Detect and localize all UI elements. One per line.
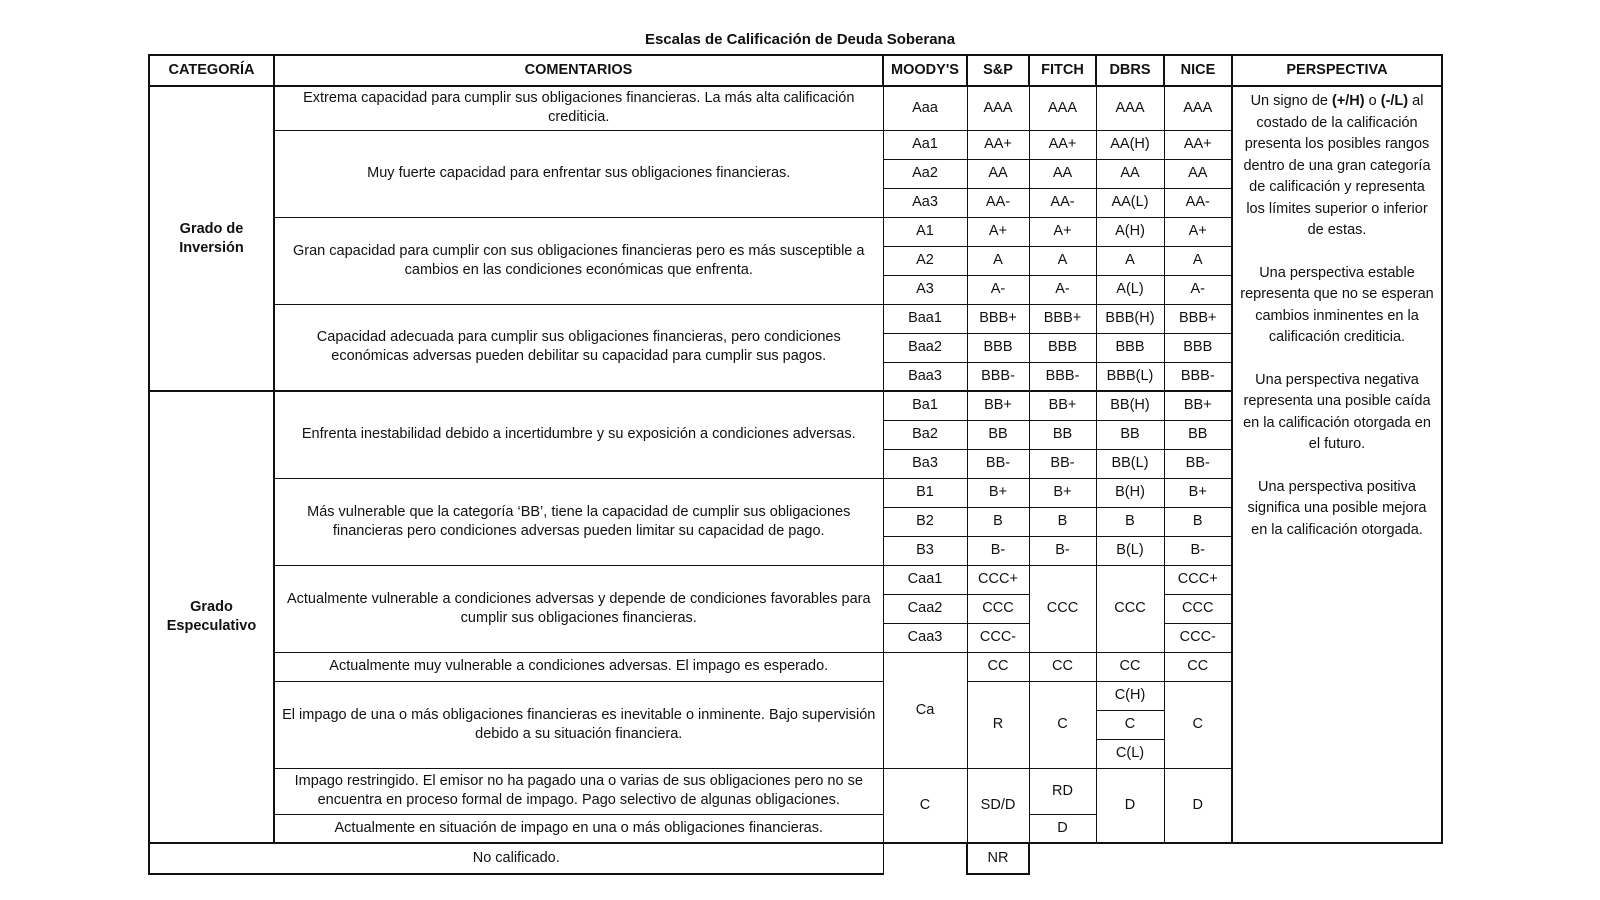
rating-nice: B- [1164,536,1232,565]
rating-nice: BB+ [1164,391,1232,420]
perspectiva-text: Un signo de [1250,93,1332,109]
rating-fitch: BBB- [1029,362,1096,391]
comment-cell: Gran capacidad para cumplir con sus obligaciones financieras pero es más susceptible a cambios en las condiciones económicas que enfrenta. [274,217,883,304]
rating-sp: AAA [967,86,1029,130]
perspectiva-text: al costado de la calificación presenta los posibles rangos dentro de una gran categoría de calificación y representa los límites superior o inferior de estas. [1243,93,1431,238]
table-row [149,86,1442,130]
rating-sp: A+ [967,217,1029,246]
rating-moodys: B1 [883,478,967,507]
rating-moodys: A1 [883,217,967,246]
rating-dbrs: BBB(H) [1096,304,1164,333]
rating-dbrs: C [1096,710,1164,739]
rating-dbrs: A(H) [1096,217,1164,246]
comment-cell: Muy fuerte capacidad para enfrentar sus obligaciones financieras. [274,130,883,217]
rating-fitch: A- [1029,275,1096,304]
rating-scale-table [148,54,1443,875]
rating-dbrs: A(L) [1096,275,1164,304]
rating-nice: CCC+ [1164,565,1232,594]
rating-sp: BBB [967,333,1029,362]
rating-sp: BBB+ [967,304,1029,333]
rating-sp: BB+ [967,391,1029,420]
rating-fitch: B- [1029,536,1096,565]
empty-cell [1029,843,1096,874]
perspectiva-paragraph: Una perspectiva positiva significa una posible mejora en la calificación otorgada. [1247,478,1427,538]
rating-nice: C [1164,681,1232,768]
rating-moodys: B3 [883,536,967,565]
rating-moodys: Ba1 [883,391,967,420]
rating-moodys: Aa3 [883,188,967,217]
rating-fitch: D [1029,814,1096,843]
rating-fitch: BBB [1029,333,1096,362]
rating-sp: B [967,507,1029,536]
empty-cell [1232,843,1442,874]
comment-cell: Más vulnerable que la categoría ‘BB’, tiene la capacidad de cumplir sus obligaciones financieras pero condiciones adversas pueden limitar su capacidad de pago. [274,478,883,565]
header-dbrs: DBRS [1096,55,1164,86]
category-label: Grado de [179,220,244,237]
header-perspectiva: PERSPECTIVA [1232,55,1442,86]
rating-nice: B+ [1164,478,1232,507]
rating-sp: BB- [967,449,1029,478]
rating-fitch: AA- [1029,188,1096,217]
rating-dbrs: C(L) [1096,739,1164,768]
rating-dbrs: BB(L) [1096,449,1164,478]
rating-nice: A [1164,246,1232,275]
rating-sp: A [967,246,1029,275]
empty-cell [883,843,967,874]
header-comentarios: COMENTARIOS [274,55,883,86]
rating-sp: AA- [967,188,1029,217]
not-rated-label: No calificado. [149,843,883,874]
rating-moodys: Ba2 [883,420,967,449]
rating-moodys: Baa1 [883,304,967,333]
rating-dbrs: C(H) [1096,681,1164,710]
rating-sp: CCC [967,594,1029,623]
rating-fitch: BBB+ [1029,304,1096,333]
rating-nice: AA+ [1164,130,1232,159]
rating-sp: AA [967,159,1029,188]
comment-cell: Actualmente vulnerable a condiciones adversas y depende de condiciones favorables para cumplir sus obligaciones financieras. [274,565,883,652]
rating-sp-nr: NR [967,843,1029,874]
rating-moodys: A3 [883,275,967,304]
rating-moodys: C [883,768,967,843]
rating-fitch: CCC [1029,565,1096,652]
header-moodys: MOODY'S [883,55,967,86]
rating-dbrs: A [1096,246,1164,275]
rating-moodys: Caa2 [883,594,967,623]
rating-sp: CCC- [967,623,1029,652]
rating-dbrs: AAA [1096,86,1164,130]
rating-moodys: Aaa [883,86,967,130]
empty-cell [1096,843,1164,874]
rating-sp: B+ [967,478,1029,507]
comment-cell: Capacidad adecuada para cumplir sus obligaciones financieras, pero condiciones económicas adversas pueden debilitar su capacidad para cumplir sus pagos. [274,304,883,391]
rating-nice: BBB- [1164,362,1232,391]
perspectiva-paragraph: Una perspectiva negativa representa una posible caída en la calificación otorgada en el futuro. [1243,371,1431,452]
rating-nice: CCC [1164,594,1232,623]
rating-fitch: AAA [1029,86,1096,130]
rating-moodys: Aa2 [883,159,967,188]
rating-dbrs: CCC [1096,565,1164,652]
rating-dbrs: D [1096,768,1164,843]
rating-dbrs: BB(H) [1096,391,1164,420]
category-label: Grado [190,599,233,615]
rating-sp: B- [967,536,1029,565]
rating-moodys: Ba3 [883,449,967,478]
rating-fitch: RD [1029,768,1096,814]
empty-cell [1164,843,1232,874]
rating-moodys: Baa3 [883,362,967,391]
header-nice: NICE [1164,55,1232,86]
header-sp: S&P [967,55,1029,86]
rating-sp: SD/D [967,768,1029,843]
rating-nice: BBB+ [1164,304,1232,333]
rating-moodys: Caa1 [883,565,967,594]
perspectiva-sign-l: (-/L) [1380,93,1409,109]
page-title: Escalas de Calificación de Deuda Soberana [644,31,956,48]
rating-sp: A- [967,275,1029,304]
rating-fitch: BB- [1029,449,1096,478]
comment-cell: Actualmente en situación de impago en una o más obligaciones financieras. [274,814,883,843]
rating-dbrs: CC [1096,652,1164,681]
comment-cell: Actualmente muy vulnerable a condiciones adversas. El impago es esperado. [274,652,883,681]
table-row [149,843,1442,874]
rating-nice: A+ [1164,217,1232,246]
rating-fitch: BB [1029,420,1096,449]
rating-dbrs: B(L) [1096,536,1164,565]
rating-nice: AA- [1164,188,1232,217]
perspectiva-notes [1232,86,1442,843]
header-fitch: FITCH [1029,55,1096,86]
comment-cell: El impago de una o más obligaciones financieras es inevitable o inminente. Bajo supervisión debido a su situación financiera. [274,681,883,768]
rating-dbrs: AA(H) [1096,130,1164,159]
rating-moodys: A2 [883,246,967,275]
rating-nice: BBB [1164,333,1232,362]
category-label: Especulativo [166,618,257,634]
rating-fitch: B [1029,507,1096,536]
rating-moodys: Caa3 [883,623,967,652]
perspectiva-paragraph [1239,91,1435,242]
rating-nice: D [1164,768,1232,843]
comment-cell: Enfrenta inestabilidad debido a incertidumbre y su exposición a condiciones adversas. [274,391,883,478]
comment-cell: Extrema capacidad para cumplir sus obligaciones financieras. La más alta calificación crediticia. [274,86,883,130]
rating-dbrs: BB [1096,420,1164,449]
rating-dbrs: B(H) [1096,478,1164,507]
rating-nice: AA [1164,159,1232,188]
rating-fitch: A+ [1029,217,1096,246]
table-body [149,55,1442,874]
rating-moodys: B2 [883,507,967,536]
rating-dbrs: BBB(L) [1096,362,1164,391]
rating-dbrs: BBB [1096,333,1164,362]
category-label: Inversión [179,239,244,256]
rating-fitch: B+ [1029,478,1096,507]
rating-sp: CC [967,652,1029,681]
rating-dbrs: B [1096,507,1164,536]
header-categoria: CATEGORÍA [149,55,274,86]
rating-moodys: Ca [883,652,967,768]
rating-fitch: A [1029,246,1096,275]
perspectiva-paragraph: Una perspectiva estable representa que no se esperan cambios inminentes en la calificación crediticia. [1240,264,1434,345]
comment-cell: Impago restringido. El emisor no ha pagado una o varias de sus obligaciones pero no se encuentra en proceso formal de impago. Pago selectivo de algunas obligaciones. [274,768,883,814]
rating-nice: BB [1164,420,1232,449]
category-speculative-grade [149,391,274,843]
perspectiva-text: o [1364,93,1381,109]
rating-nice: CC [1164,652,1232,681]
rating-fitch: AA [1029,159,1096,188]
rating-fitch: BB+ [1029,391,1096,420]
rating-moodys: Aa1 [883,130,967,159]
rating-sp: R [967,681,1029,768]
header-row [149,55,1442,86]
rating-moodys: Baa2 [883,333,967,362]
category-investment-grade [149,86,274,391]
rating-sp: CCC+ [967,565,1029,594]
rating-fitch: CC [1029,652,1096,681]
rating-fitch: C [1029,681,1096,768]
rating-dbrs: AA(L) [1096,188,1164,217]
rating-nice: B [1164,507,1232,536]
perspectiva-sign-h: (+/H) [1331,93,1365,109]
rating-dbrs: AA [1096,159,1164,188]
rating-sp: AA+ [967,130,1029,159]
rating-fitch: AA+ [1029,130,1096,159]
rating-nice: CCC- [1164,623,1232,652]
rating-sp: BBB- [967,362,1029,391]
rating-nice: A- [1164,275,1232,304]
rating-sp: BB [967,420,1029,449]
rating-nice: AAA [1164,86,1232,130]
rating-nice: BB- [1164,449,1232,478]
